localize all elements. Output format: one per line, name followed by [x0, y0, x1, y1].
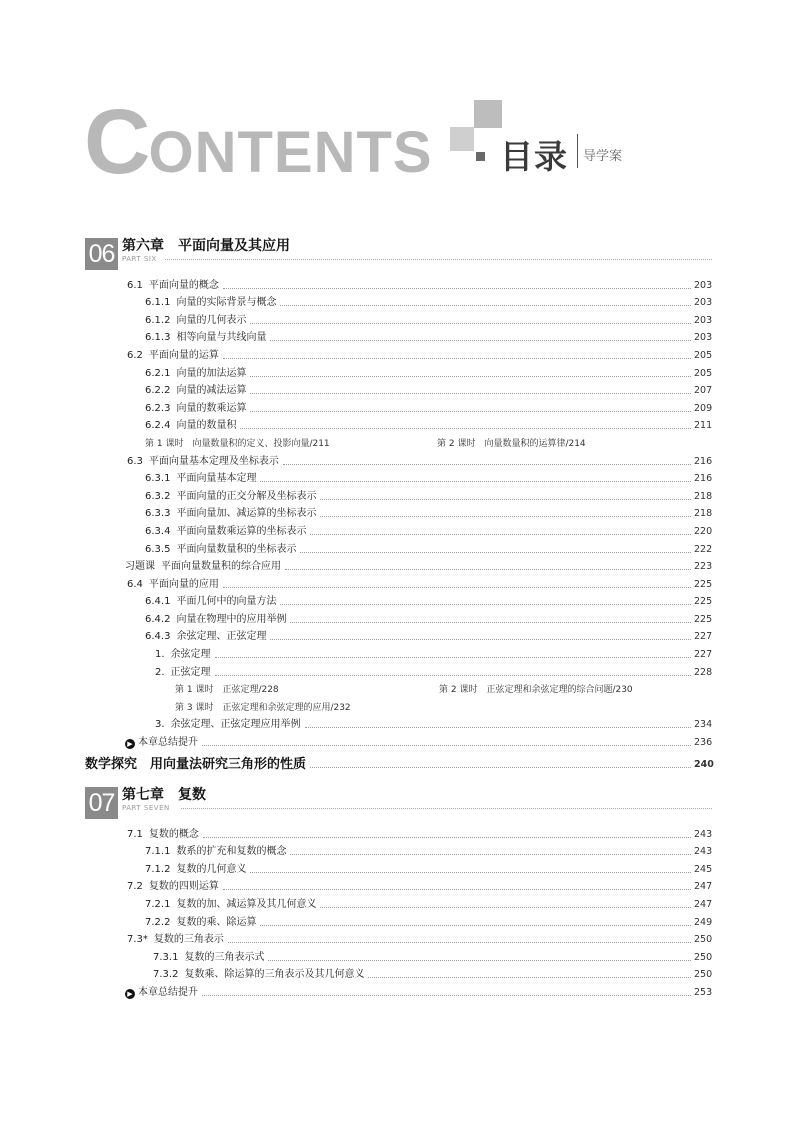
- leader-dots: [285, 568, 691, 570]
- toc-num: 3.: [155, 719, 165, 731]
- toc-text: 相等向量与共线向量: [176, 332, 267, 344]
- toc-num: 2.: [155, 666, 165, 678]
- toc-num: 6.1: [127, 279, 143, 291]
- leader-dots: [250, 375, 691, 377]
- toc-row[interactable]: [85, 556, 712, 574]
- toc-num: 6.3.1: [145, 473, 171, 485]
- toc-row[interactable]: [85, 573, 712, 591]
- chapter-part-text: PART SEVEN: [122, 804, 170, 812]
- toc-row[interactable]: [85, 520, 712, 538]
- toc-row[interactable]: [85, 309, 712, 327]
- toc-text: 复数乘、除运算的三角表示及其几何意义: [184, 969, 365, 981]
- lesson-link-a[interactable]: 第 1 课时 向量数量积的定义、投影向量/211: [145, 438, 330, 449]
- toc-row[interactable]: [85, 643, 712, 661]
- toc-row[interactable]: [85, 893, 712, 911]
- toc-page: 240: [694, 759, 714, 771]
- toc-num: 6.1.1: [145, 297, 171, 309]
- toc-text: 余弦定理、正弦定理: [176, 631, 267, 643]
- toc-text: 向量在物理中的应用举例: [176, 613, 287, 625]
- toc-num: 6.3.3: [145, 508, 171, 520]
- toc-num: 7.2: [127, 881, 143, 893]
- toc-row[interactable]: [85, 841, 712, 859]
- toc-page: 216: [694, 473, 713, 485]
- contents-rest-letters: ONTENTS: [148, 120, 433, 185]
- lesson-row: [85, 432, 712, 450]
- toc-num: 6.3.4: [145, 525, 171, 537]
- chapter-badge: 07: [85, 787, 118, 819]
- toc-text: 复数的几何意义: [176, 863, 247, 875]
- toc-row[interactable]: [85, 876, 712, 894]
- toc-row[interactable]: [85, 823, 712, 841]
- toc-num: 6.4.1: [145, 596, 171, 608]
- title-mulu: 目录: [500, 137, 568, 176]
- toc-text: 复数的概念: [148, 828, 199, 840]
- toc-text: 向量的实际背景与概念: [176, 297, 277, 309]
- leader-dots: [223, 287, 691, 289]
- leader-dots: [260, 924, 691, 926]
- toc-num: 6.1.2: [145, 314, 171, 326]
- toc-text: 余弦定理、正弦定理应用举例: [170, 719, 301, 731]
- toc-list: [85, 823, 712, 999]
- toc-num: 7.2.2: [145, 916, 171, 928]
- leader-dots: [320, 498, 691, 500]
- toc-page: 203: [694, 279, 713, 291]
- leader-dots: [300, 551, 691, 553]
- toc-row[interactable]: [85, 397, 712, 415]
- toc-text: 平面向量的概念: [148, 279, 219, 291]
- toc-page: 205: [694, 349, 713, 361]
- toc-page: 218: [694, 508, 713, 520]
- leader-dots: [290, 621, 691, 623]
- toc-text: 平面几何中的向量方法: [176, 596, 277, 608]
- toc-row[interactable]: [85, 485, 712, 503]
- toc-num: 6.3: [127, 455, 143, 467]
- toc-num: 6.2.2: [145, 385, 171, 397]
- toc-text: 平面向量数乘运算的坐标表示: [176, 525, 307, 537]
- toc-page: 203: [694, 297, 713, 309]
- leader-dots: [223, 888, 691, 890]
- contents-wordmark: [84, 91, 433, 193]
- leader-dots: [228, 941, 691, 943]
- toc-page: 203: [694, 332, 713, 344]
- toc-row[interactable]: [85, 608, 712, 626]
- lesson-row: [85, 696, 712, 714]
- toc-num: 7.1.2: [145, 863, 171, 875]
- toc-page: 228: [694, 666, 713, 678]
- toc-text: 平面向量的正交分解及坐标表示: [176, 490, 317, 502]
- leader-dots: [320, 906, 691, 908]
- toc-text: 数系的扩充和复数的概念: [176, 846, 287, 858]
- toc-page: 222: [694, 543, 713, 555]
- toc-text: 本章总结提升: [138, 986, 198, 998]
- leader-dots: [240, 427, 691, 429]
- leader-dots: [250, 322, 691, 324]
- toc-page: 243: [694, 846, 713, 858]
- toc-text: 向量的数量积: [176, 420, 237, 432]
- chapter-badge: 06: [85, 238, 118, 270]
- toc-num: 6.3.2: [145, 490, 171, 502]
- toc-text: 复数的乘、除运算: [176, 916, 257, 928]
- toc-row[interactable]: [85, 292, 712, 310]
- toc-row[interactable]: [85, 450, 712, 468]
- toc-row[interactable]: [85, 946, 712, 964]
- leader-dots: [270, 339, 691, 341]
- toc-text: 正弦定理: [170, 666, 211, 678]
- toc-text: 向量的加法运算: [176, 367, 247, 379]
- chapter-rule: [165, 259, 712, 260]
- chapter-part-text: PART SIX: [122, 255, 157, 263]
- chapter-rule: [181, 808, 712, 809]
- leader-dots: [250, 392, 691, 394]
- lesson-link-a[interactable]: 第 3 课时 正弦定理和余弦定理的应用/232: [175, 702, 351, 713]
- header-divider: [577, 134, 578, 168]
- toc-text: 平面向量数量积的坐标表示: [176, 543, 297, 555]
- toc-page: 250: [694, 969, 713, 981]
- toc-row[interactable]: [85, 591, 712, 609]
- toc-num: 6.1.3: [145, 332, 171, 344]
- toc-page: 253: [694, 986, 713, 998]
- toc-row[interactable]: [85, 344, 712, 362]
- toc-page: 220: [694, 525, 713, 537]
- toc-num: 7.1: [127, 828, 143, 840]
- toc-row[interactable]: [85, 626, 712, 644]
- leader-dots: [310, 533, 691, 535]
- toc-num: 6.4: [127, 578, 143, 590]
- toc-num: 7.3*: [127, 934, 148, 946]
- toc-text: 平面向量的应用: [148, 578, 219, 590]
- toc-row[interactable]: [85, 661, 712, 679]
- chapter-title[interactable]: 第七章 复数: [122, 787, 206, 803]
- toc-row[interactable]: [85, 981, 712, 999]
- toc-text: 复数的加、减运算及其几何意义: [176, 898, 317, 910]
- toc-num: 6.2.3: [145, 402, 171, 414]
- toc-text: 平面向量数量积的综合应用: [161, 561, 281, 573]
- leader-dots: [202, 994, 691, 996]
- leader-dots: [268, 959, 691, 961]
- chapter-part-label: [122, 255, 157, 263]
- chapter-part-label: [122, 804, 170, 812]
- toc-text: 本章总结提升: [138, 737, 198, 749]
- leader-dots: [310, 766, 691, 768]
- toc-text: 向量的几何表示: [176, 314, 247, 326]
- toc-page: 203: [694, 314, 713, 326]
- toc-page: 227: [694, 631, 713, 643]
- toc-page: 205: [694, 367, 713, 379]
- toc-num: 6.2.1: [145, 367, 171, 379]
- toc-page: 243: [694, 828, 713, 840]
- toc-row[interactable]: [85, 415, 712, 433]
- leader-dots: [215, 674, 691, 676]
- toc-page: 223: [694, 561, 713, 573]
- toc-num: 6.4.2: [145, 613, 171, 625]
- toc-page: 245: [694, 863, 713, 875]
- toc-row[interactable]: [85, 274, 712, 292]
- toc-text: 平面向量基本定理: [176, 473, 257, 485]
- toc-page: 234: [694, 719, 713, 731]
- leader-dots: [305, 726, 691, 728]
- toc-num: 6.2.4: [145, 420, 171, 432]
- toc-text: 平面向量加、减运算的坐标表示: [176, 508, 317, 520]
- deco-square-small: [476, 152, 485, 161]
- toc-text: 向量的数乘运算: [176, 402, 247, 414]
- leader-dots: [260, 480, 691, 482]
- toc-page: 250: [694, 934, 713, 946]
- toc-page: 247: [694, 881, 713, 893]
- toc-num: 6.2: [127, 349, 143, 361]
- toc-page: 225: [694, 596, 713, 608]
- leader-dots: [283, 463, 691, 465]
- toc-row[interactable]: [85, 929, 712, 947]
- toc-page: 225: [694, 578, 713, 590]
- toc-page: 236: [694, 737, 713, 749]
- toc-row[interactable]: [85, 858, 712, 876]
- chapter-title[interactable]: 第六章 平面向量及其应用: [122, 238, 290, 254]
- toc-num: 7.1.1: [145, 846, 171, 858]
- deco-square-medium: [450, 127, 474, 151]
- toc-row[interactable]: [85, 380, 712, 398]
- subtitle-daoxuean: 导学案: [583, 149, 623, 164]
- toc-row[interactable]: [85, 538, 712, 556]
- toc-num: 7.2.1: [145, 898, 171, 910]
- toc-row[interactable]: [85, 362, 712, 380]
- lesson-link-a[interactable]: 第 1 课时 正弦定理/228: [175, 685, 279, 696]
- leader-dots: [368, 976, 691, 978]
- toc-num: 7.3.2: [153, 969, 179, 981]
- toc-text: 余弦定理: [170, 649, 211, 661]
- toc-row[interactable]: [85, 327, 712, 345]
- leader-dots: [223, 586, 691, 588]
- leader-dots: [320, 515, 691, 517]
- summary-play-icon: ▶: [125, 989, 135, 999]
- explore-row[interactable]: [85, 749, 712, 771]
- deco-square-large: [474, 100, 502, 128]
- toc-page: 216: [694, 455, 713, 467]
- summary-play-icon: ▶: [125, 739, 135, 749]
- lesson-row: [85, 679, 712, 697]
- leader-dots: [215, 656, 691, 658]
- toc-num: 7.3.1: [153, 951, 179, 963]
- toc-list: [85, 274, 712, 771]
- leader-dots: [203, 836, 691, 838]
- toc-page: 207: [694, 385, 713, 397]
- leader-dots: [250, 410, 691, 412]
- toc-num: 6.4.3: [145, 631, 171, 643]
- toc-row[interactable]: [85, 964, 712, 982]
- leader-dots: [280, 304, 691, 306]
- toc-text: 向量的减法运算: [176, 385, 247, 397]
- toc-row[interactable]: [85, 468, 712, 486]
- toc-num: 习题课: [125, 561, 155, 573]
- leader-dots: [290, 853, 691, 855]
- explore-title: 数学探究 用向量法研究三角形的性质: [85, 757, 307, 773]
- toc-num: 1.: [155, 649, 165, 661]
- toc-page: 247: [694, 898, 713, 910]
- toc-row[interactable]: [85, 731, 712, 749]
- lesson-link-b[interactable]: 第 2 课时 向量数量积的运算律/214: [437, 438, 586, 449]
- contents-first-letter: C: [84, 91, 149, 193]
- toc-page: 209: [694, 402, 713, 414]
- leader-dots: [223, 357, 691, 359]
- leader-dots: [202, 744, 691, 746]
- toc-page: 249: [694, 916, 713, 928]
- toc-page: 211: [694, 420, 713, 432]
- toc-row[interactable]: [85, 503, 712, 521]
- leader-dots: [270, 638, 691, 640]
- page-header: [0, 0, 799, 200]
- toc-row[interactable]: [85, 714, 712, 732]
- lesson-link-b[interactable]: 第 2 课时 正弦定理和余弦定理的综合问题/230: [439, 685, 633, 696]
- leader-dots: [250, 871, 691, 873]
- toc-text: 复数的四则运算: [148, 881, 219, 893]
- toc-page: 225: [694, 613, 713, 625]
- toc-page: 227: [694, 649, 713, 661]
- toc-text: 复数的三角表示式: [184, 951, 265, 963]
- toc-num: 6.3.5: [145, 543, 171, 555]
- toc-text: 平面向量的运算: [148, 349, 219, 361]
- toc-text: 平面向量基本定理及坐标表示: [148, 455, 279, 467]
- toc-page: 218: [694, 490, 713, 502]
- toc-row[interactable]: [85, 911, 712, 929]
- toc-text: 复数的三角表示: [153, 934, 224, 946]
- toc-page: 250: [694, 951, 713, 963]
- leader-dots: [280, 603, 691, 605]
